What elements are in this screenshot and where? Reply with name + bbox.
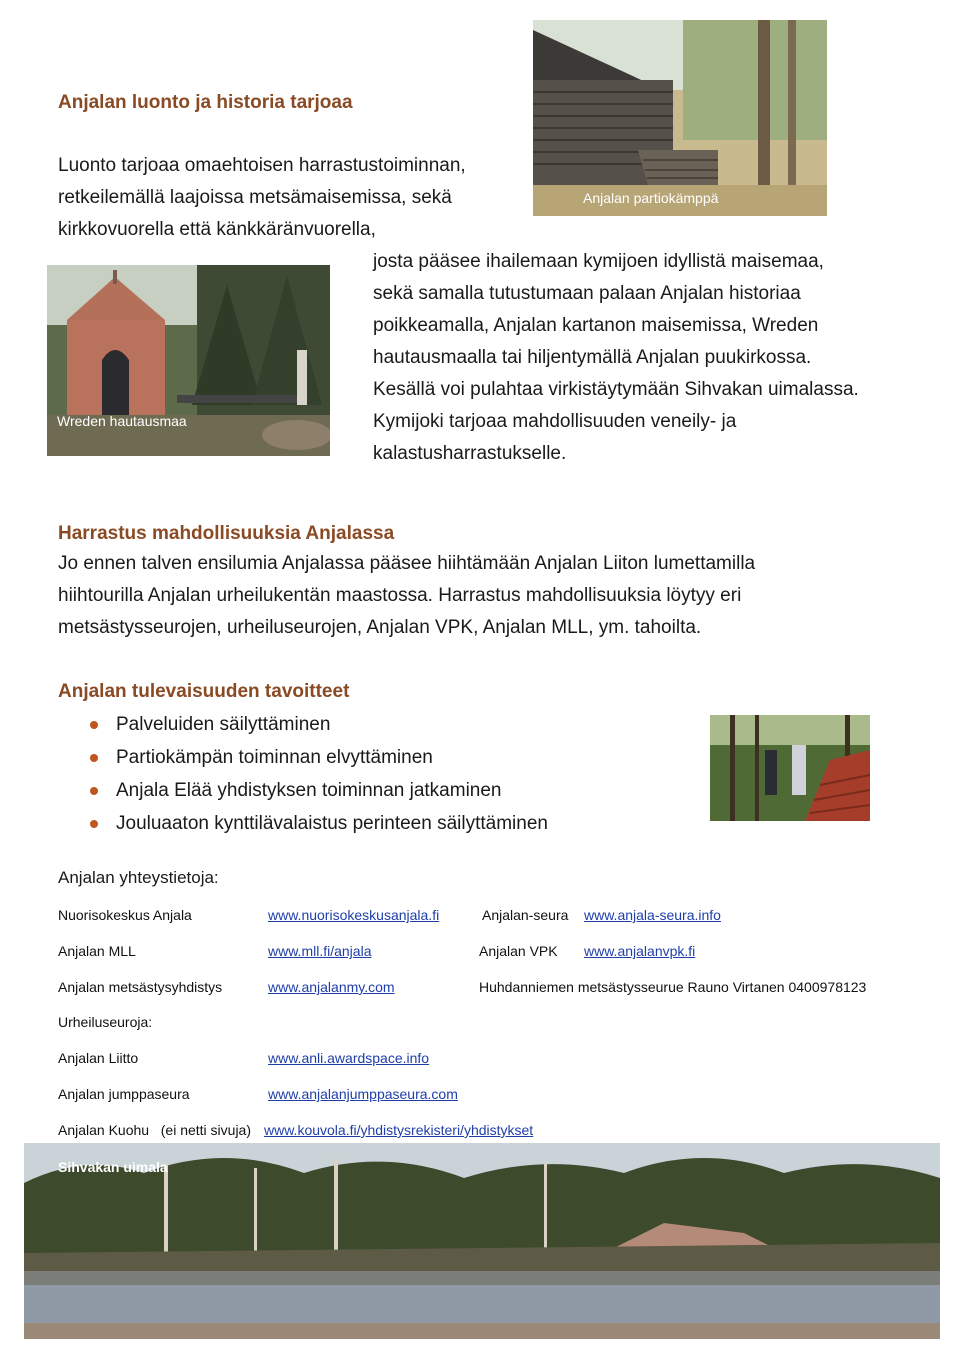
seura-link[interactable]: www.anjala-seura.info: [584, 907, 721, 923]
cabin-caption: Anjalan partiokämppä: [583, 190, 719, 206]
section2-heading: Harrastus mahdollisuuksia Anjalassa: [58, 523, 395, 544]
chapel-photo: [47, 265, 330, 456]
text-line: metsästysseurojen, urheiluseurojen, Anjalan VPK, Anjalan MLL, ym. tahoilta.: [58, 617, 702, 638]
text-line: hiihtourilla Anjalan urheilukentän maastossa. Harrastus mahdollisuuksia löytyy eri: [58, 585, 742, 606]
goals-list: [90, 710, 548, 842]
bullet-icon: [90, 721, 98, 729]
urheilu-label: Urheiluseuroja:: [58, 1014, 153, 1030]
mll-label: Anjalan MLL: [58, 943, 136, 959]
jumppa-label: Anjalan jumppaseura: [58, 1086, 190, 1102]
bullet-icon: [90, 820, 98, 828]
section1-left-text: [58, 150, 528, 246]
bullet-icon: [90, 754, 98, 762]
vpk-label: Anjalan VPK: [479, 943, 558, 959]
text-line: sekä samalla tutustumaan palaan Anjalan historiaa: [373, 283, 801, 304]
text-line: kalastusharrastukselle.: [373, 443, 567, 464]
text-line: Jo ennen talven ensilumia Anjalassa pääsee hiihtämään Anjalan Liiton lumettamilla: [58, 553, 756, 574]
lake-photo: [24, 1143, 940, 1339]
section1-right-text: [373, 246, 933, 470]
text-line: kirkkovuorella että känkkäränvuorella,: [58, 219, 376, 240]
text-line: Luonto tarjoaa omaehtoisen harrastustoiminnan,: [58, 155, 466, 176]
nuorisokeskus-label: Nuorisokeskus Anjala: [58, 907, 192, 923]
contacts-heading: Anjalan yhteystietoja:: [58, 868, 219, 887]
liitto-link[interactable]: www.anli.awardspace.info: [268, 1050, 430, 1066]
section1-heading: Anjalan luonto ja historia tarjoaa: [58, 92, 353, 113]
section2-text: [58, 548, 928, 644]
jumppa-link[interactable]: www.anjalanjumppaseura.com: [268, 1086, 458, 1102]
metsastys-label: Anjalan metsästysyhdistys: [58, 979, 223, 995]
metsastys-link[interactable]: www.anjalanmy.com: [268, 979, 395, 995]
section3-heading: Anjalan tulevaisuuden tavoitteet: [58, 681, 350, 702]
mll-link[interactable]: www.mll.fi/anjala: [268, 943, 372, 959]
huhdanniemi-text: Huhdanniemen metsästysseurue Rauno Virtanen 0400978123: [479, 979, 867, 995]
text-line: Kymijoki tarjoaa mahdollisuuden veneily- ja: [373, 411, 737, 432]
text-line: poikkeamalla, Anjalan kartanon maisemissa, Wreden: [373, 315, 819, 336]
chapel-caption: Wreden hautausmaa: [57, 413, 187, 429]
list-item: Partiokämpän toiminnan elvyttäminen: [90, 743, 548, 776]
lake-caption: Sihvakan uimala: [58, 1159, 168, 1175]
list-item: Jouluaaton kynttilävalaistus perinteen säilyttäminen: [90, 809, 548, 842]
forest-photo: [710, 715, 870, 821]
list-item: Anjala Elää yhdistyksen toiminnan jatkaminen: [90, 776, 548, 809]
seura-label: Anjalan-seura: [482, 907, 569, 923]
list-item: Palveluiden säilyttäminen: [90, 710, 548, 743]
nuorisokeskus-link[interactable]: www.nuorisokeskusanjala.fi: [268, 907, 440, 923]
text-line: hautausmaalla tai hiljentymällä Anjalan puukirkossa.: [373, 347, 812, 368]
bullet-icon: [90, 787, 98, 795]
text-line: retkeilemällä laajoissa metsämaisemissa, sekä: [58, 187, 452, 208]
text-line: josta pääsee ihailemaan kymijoen idyllistä maisemaa,: [373, 251, 824, 272]
cabin-photo: [533, 20, 827, 216]
text-line: Kesällä voi pulahtaa virkistäytymään Sihvakan uimalassa.: [373, 379, 859, 400]
vpk-link[interactable]: www.anjalanvpk.fi: [584, 943, 696, 959]
kuohu-label: Anjalan Kuohu (ei netti sivuja): [58, 1122, 251, 1138]
kuohu-link[interactable]: www.kouvola.fi/yhdistysrekisteri/yhdistykset: [264, 1122, 534, 1138]
liitto-label: Anjalan Liitto: [58, 1050, 139, 1066]
